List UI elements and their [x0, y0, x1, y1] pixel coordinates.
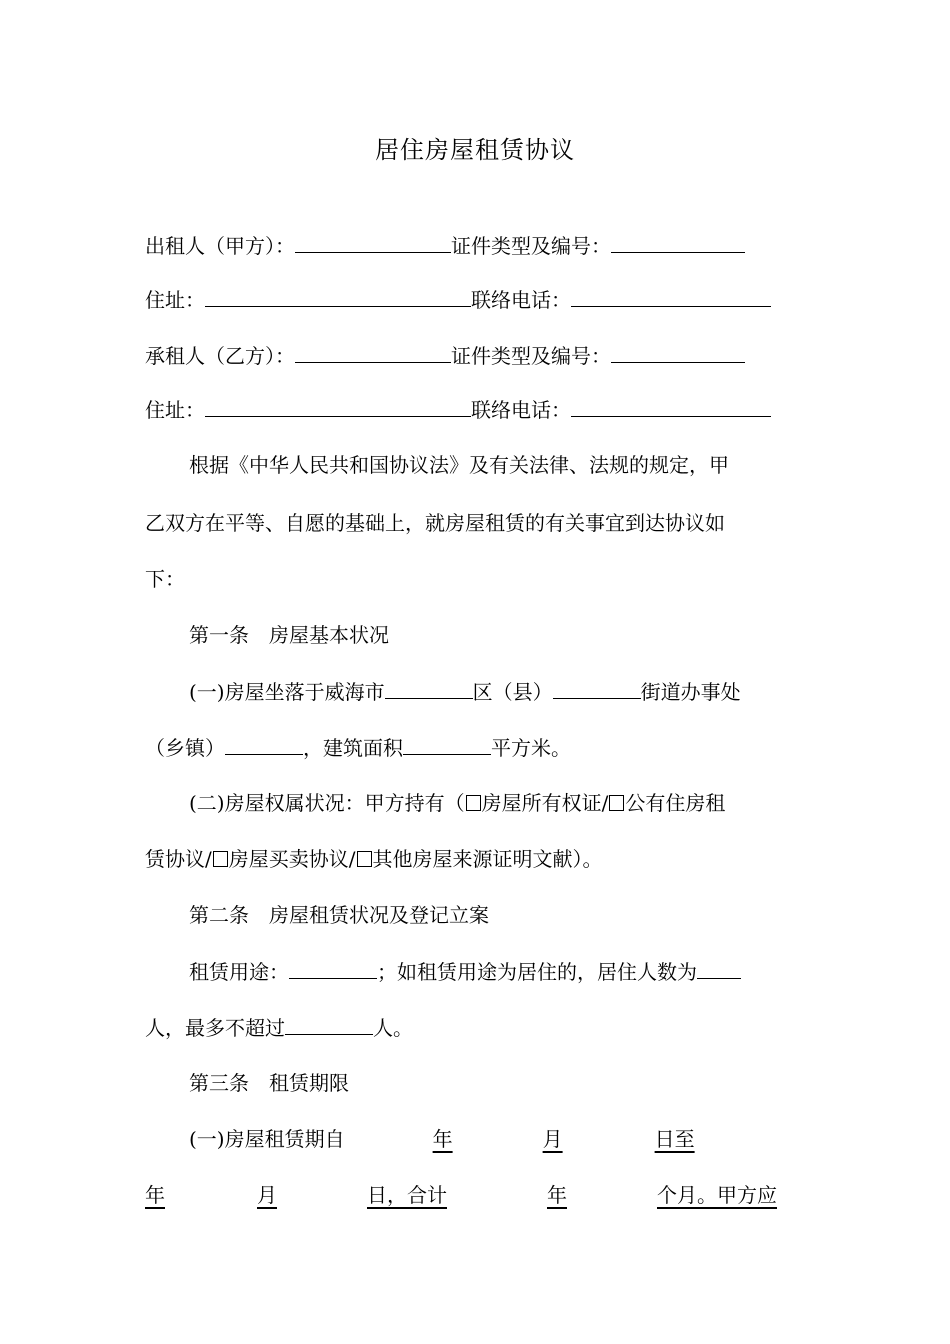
article2-max-line [145, 1012, 805, 1043]
end-month-label: 月 [257, 1183, 277, 1207]
max-occupants-unit: 人。 [373, 1016, 413, 1040]
lessee-address-label: 住址： [145, 398, 205, 422]
lessee-name-blank[interactable] [295, 340, 451, 363]
lessee-phone-label: 联络电话： [471, 398, 571, 422]
max-occupants-label: 人，最多不超过 [145, 1016, 285, 1040]
street-label: 街道办事处 [640, 680, 741, 704]
lessor-line [145, 230, 805, 261]
occupants-blank[interactable] [697, 956, 741, 979]
lessee-id-label: 证件类型及编号： [451, 344, 611, 368]
document-title: 居住房屋租赁协议 [375, 136, 575, 164]
lessor-address-label: 住址： [145, 288, 205, 312]
start-month-label: 月 [542, 1127, 563, 1151]
term-label: (一)房屋租赁期自 [189, 1127, 345, 1151]
end-day-total-label: 日，合计 [367, 1183, 447, 1207]
article1-location-line [189, 676, 849, 707]
article1-ownership-line-2 [145, 844, 805, 874]
lessee-address-blank[interactable] [205, 394, 471, 417]
lessee-id-blank[interactable] [611, 340, 745, 363]
preamble-line-3: 下： [145, 567, 185, 591]
usage-label: 租赁用途： [189, 960, 289, 984]
lessee-address-line [145, 394, 805, 425]
district-label: 区（县） [472, 680, 553, 704]
article1-heading: 第一条 房屋基本状况 [189, 623, 389, 647]
area-blank[interactable] [403, 732, 491, 755]
other-proof-label: 其他房屋来源证明文献）。 [372, 847, 603, 871]
area-unit: 平方米。 [491, 736, 571, 760]
start-year-label: 年 [432, 1127, 453, 1151]
lessor-phone-blank[interactable] [571, 284, 771, 307]
article3-term-line-2 [145, 1180, 805, 1210]
lessor-phone-label: 联络电话： [471, 288, 571, 312]
term-end-field[interactable] [145, 1183, 777, 1207]
end-year-label: 年 [145, 1183, 165, 1207]
article2-heading: 第二条 房屋租赁状况及登记立案 [189, 903, 489, 927]
ownership-text: (二)房屋权属状况：甲方持有（ [189, 791, 465, 815]
area-label: ，建筑面积 [303, 736, 403, 760]
township-blank[interactable] [225, 732, 303, 755]
article2-usage-line [189, 956, 849, 987]
article3-term-line [189, 1124, 849, 1154]
checkbox-other-proof[interactable] [357, 851, 372, 867]
usage-blank[interactable] [289, 956, 377, 979]
lessor-id-blank[interactable] [611, 230, 745, 253]
total-months-label: 个月。甲方应 [657, 1183, 777, 1207]
purchase-agreement-label: 房屋买卖协议/ [228, 847, 356, 871]
ownership-cert-label: 房屋所有权证/ [481, 791, 609, 815]
township-label: （乡镇） [145, 736, 225, 760]
max-occupants-blank[interactable] [285, 1012, 373, 1035]
occupants-label: ；如租赁用途为居住的，居住人数为 [377, 960, 697, 984]
lessee-label: 承租人（乙方）： [145, 344, 295, 368]
district-blank[interactable] [385, 676, 473, 699]
preamble-line-2: 乙双方在平等、自愿的基础上，就房屋租赁的有关事宜到达协议如 [145, 511, 725, 535]
start-day-label: 日至 [654, 1127, 695, 1151]
checkbox-purchase-agreement[interactable] [213, 851, 228, 867]
article1-ownership-line [189, 788, 849, 818]
article3-heading: 第三条 租赁期限 [189, 1071, 349, 1095]
preamble-line-1: 根据《中华人民共和国协议法》及有关法律、法规的规定，甲 [189, 453, 729, 477]
street-blank[interactable] [553, 676, 641, 699]
total-year-label: 年 [547, 1183, 567, 1207]
lessor-address-blank[interactable] [205, 284, 471, 307]
public-housing-label-cont: 赁协议/ [145, 847, 212, 871]
lessee-line [145, 340, 805, 371]
location-text: (一)房屋坐落于威海市 [189, 680, 385, 704]
lessee-phone-blank[interactable] [571, 394, 771, 417]
lessor-id-label: 证件类型及编号： [451, 234, 611, 258]
article1-area-line [145, 732, 805, 763]
checkbox-ownership-cert[interactable] [466, 795, 481, 811]
lessor-name-blank[interactable] [295, 230, 451, 253]
public-housing-label: 公有住房租 [625, 791, 726, 815]
lessor-address-line [145, 284, 805, 315]
checkbox-public-housing[interactable] [609, 795, 624, 811]
lessor-label: 出租人（甲方）： [145, 234, 295, 258]
term-start-field[interactable] [345, 1127, 762, 1151]
